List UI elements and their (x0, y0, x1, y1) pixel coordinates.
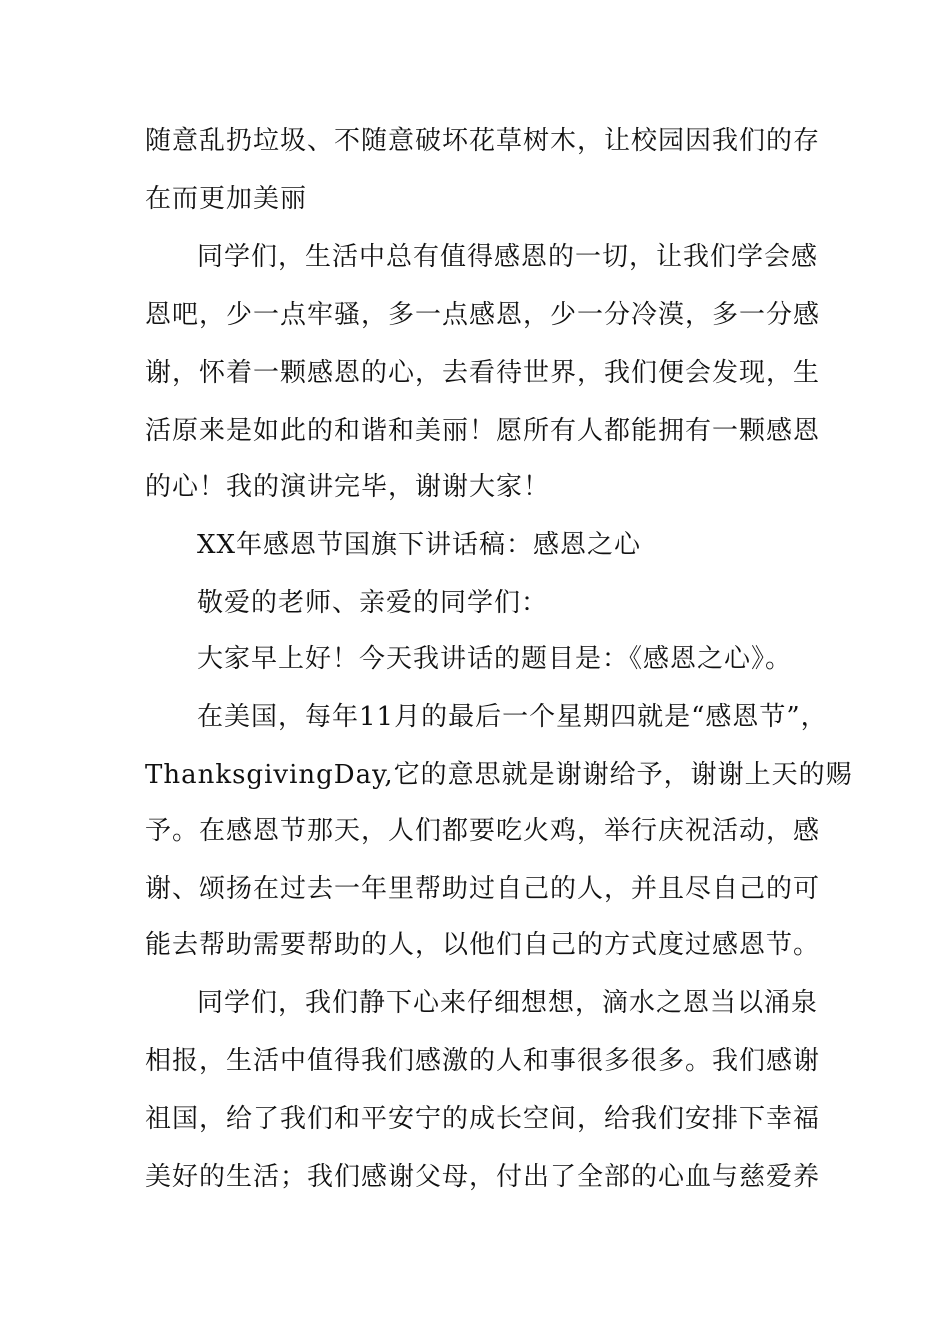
body-text-line: 美好的生活；我们感谢父母，付出了全部的心血与慈爱养 (145, 1162, 821, 1192)
body-text-line: ThanksgivingDay,它的意思就是谢谢给予，谢谢上天的赐 (145, 760, 853, 790)
body-text-line: 随意乱扔垃圾、不随意破坏花草树木，让校园因我们的存 (145, 126, 821, 156)
body-text-line: 予。在感恩节那天，人们都要吃火鸡，举行庆祝活动，感 (145, 816, 821, 846)
body-text-line: 谢，怀着一颗感恩的心，去看待世界，我们便会发现，生 (145, 358, 821, 388)
greeting-line: 大家早上好！今天我讲话的题目是：《感恩之心》。 (197, 644, 793, 674)
body-text-line: 能去帮助需要帮助的人，以他们自己的方式度过感恩节。 (145, 930, 821, 960)
paragraph-first-line: 同学们，生活中总有值得感恩的一切，让我们学会感 (197, 242, 819, 272)
paragraph-first-line: 在美国，每年11月的最后一个星期四就是“感恩节”， (197, 702, 828, 732)
paragraph-first-line: 同学们，我们静下心来仔细想想，滴水之恩当以涌泉 (197, 988, 819, 1018)
salutation: 敬爱的老师、亲爱的同学们： (197, 588, 549, 618)
body-text-line: 在而更加美丽 (145, 184, 308, 214)
body-text-line: 恩吧，少一点牢骚，多一点感恩，少一分冷漠，多一分感 (145, 300, 821, 330)
body-text-line: 活原来是如此的和谐和美丽！愿所有人都能拥有一颗感恩 (145, 416, 821, 446)
body-text-line: 祖国，给了我们和平安宁的成长空间，给我们安排下幸福 (145, 1104, 821, 1134)
body-text-line: 的心！我的演讲完毕，谢谢大家！ (145, 472, 551, 502)
section-title: XX年感恩节国旗下讲话稿：感恩之心 (197, 530, 642, 560)
body-text-line: 相报，生活中值得我们感激的人和事很多很多。我们感谢 (145, 1046, 821, 1076)
body-text-line: 谢、颂扬在过去一年里帮助过自己的人，并且尽自己的可 (145, 874, 821, 904)
